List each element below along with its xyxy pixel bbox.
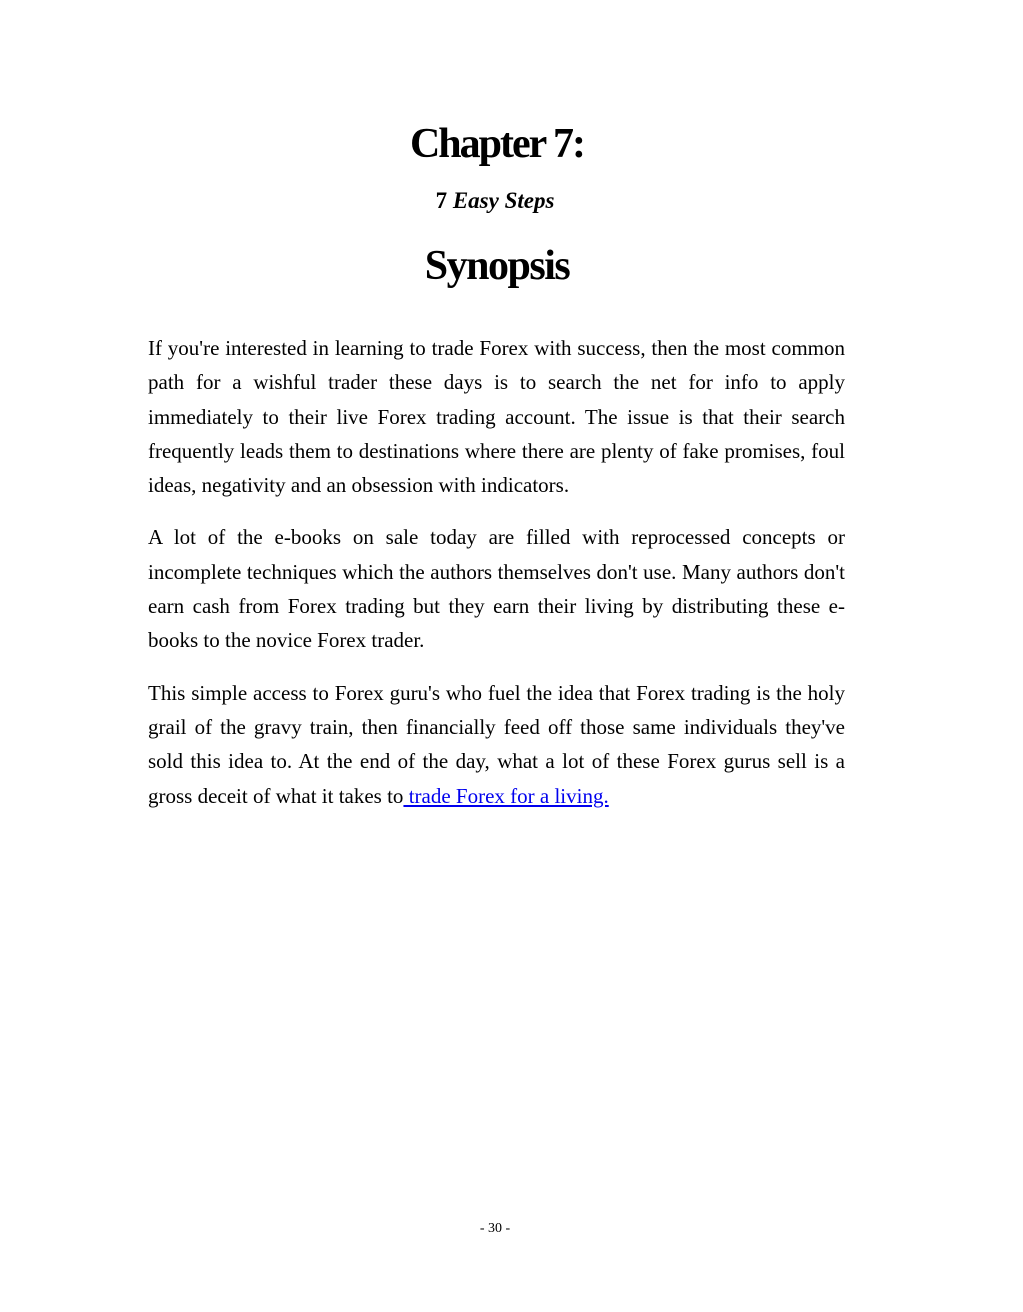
paragraph-3 bbox=[148, 676, 845, 813]
section-title: Synopsis bbox=[424, 243, 570, 289]
subtitle-number: 7 bbox=[435, 188, 448, 213]
chapter-title: Chapter 7: bbox=[409, 121, 585, 167]
paragraph-2: A lot of the e-books on sale today are filled with reprocessed concepts or incomplete techniques which the authors themselves don't use. Many authors don't earn cash from Forex trading but they earn their living by distributing these e-books to the novice Forex trader. bbox=[148, 525, 845, 653]
body-text bbox=[148, 331, 845, 831]
trade-forex-link[interactable]: trade Forex for a living. bbox=[403, 783, 609, 808]
chapter-subtitle bbox=[0, 186, 990, 216]
page-number: - 30 - bbox=[479, 1221, 511, 1236]
paragraph-1: If you're interested in learning to trade Forex with success, then the most common path for a wishful trader these days is to search the net for info to apply immediately to their live Forex trading account. The issue is that their search frequently leads them to destinations where there are plenty of fake promises, foul ideas, negativity and an obsession with indicators. bbox=[148, 336, 845, 498]
subtitle-text: Easy Steps bbox=[452, 188, 555, 213]
paragraph-3-text: This simple access to Forex guru's who fuel the idea that Forex trading is the holy grail of the gravy train, then financially feed off those same individuals they've sold this idea to. At the end of the day, what a lot of these Forex gurus sell is a gross deceit of what it takes to bbox=[148, 680, 845, 808]
